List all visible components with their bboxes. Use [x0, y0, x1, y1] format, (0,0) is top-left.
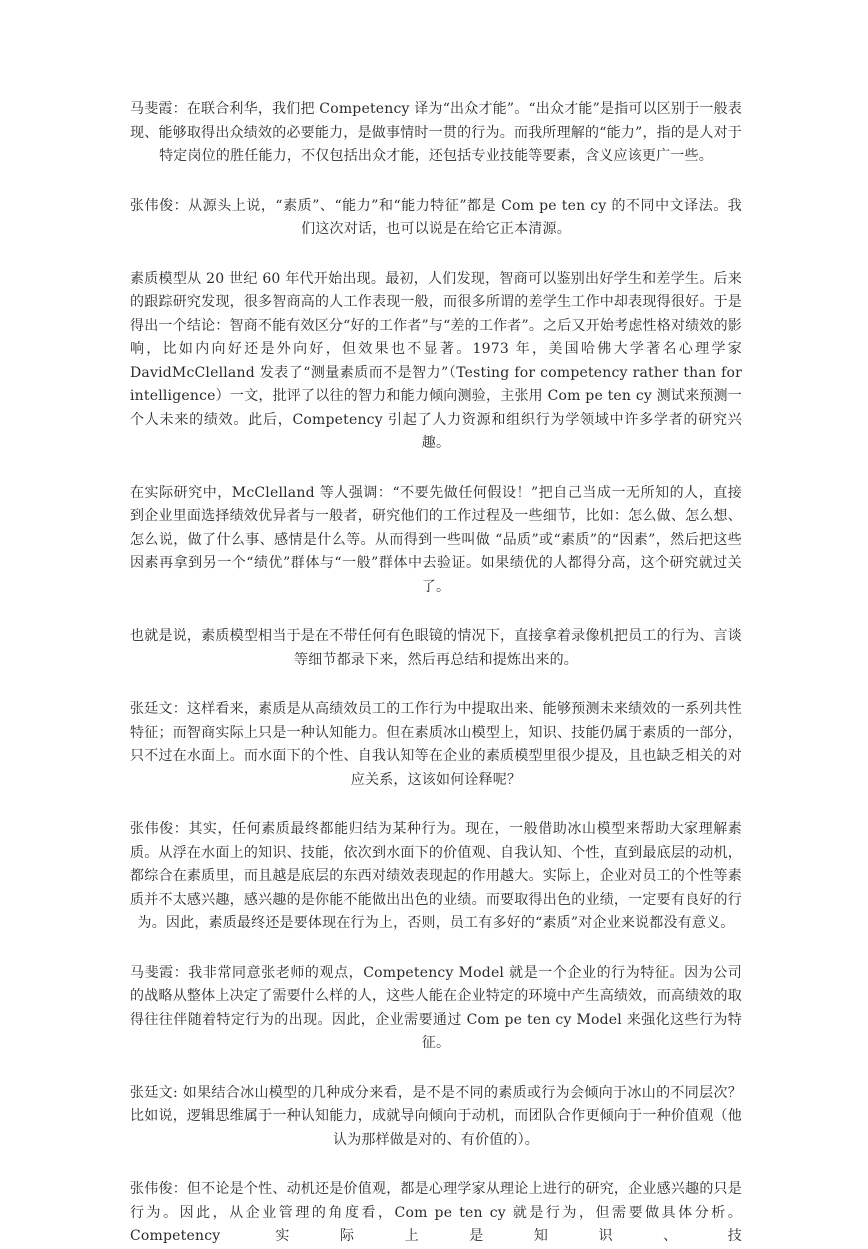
paragraph-3: 素质模型从 20 世纪 60 年代开始出现。最初，人们发现，智商可以鉴别出好学生和差学生。后来的跟踪研究发现，很多智商高的人工作表现一般，而很多所谓的差学生工作中却表现得很好。于是得出一个结论：智商不能有效区分“好的工作者”与“差的工作者”。之后又开始考虑性格对绩效的影响，比如内向好还是外向好，但效果也不显著。1973 年，美国哈佛大学著名心理学家 DavidMcClelland 发表了“测量素质而不是智力”（Testing for competency rather than for intelligence）一文，批评了以往的智力和能力倾向测验，主张用 Com pe ten cy 测试来预测一个人未来的绩效。此后，Competency 引起了人力资源和组织行为学领域中许多学者的研究兴趣。: [130, 270, 742, 451]
paragraph-4: 在实际研究中，McClelland 等人强调：“不要先做任何假设！”把自己当成一无所知的人，直接到企业里面选择绩效优异者与一般者，研究他们的工作过程及一些细节，比如：怎么做、怎么想、怎么说，做了什么事、感情是什么等。从而得到一些叫做 “品质”或“素质”的“因素”，然后把这些因素再拿到另一个“绩优”群体与“一般”群体中去验证。如果绩优的人都得分高，这个研究就过关了。: [130, 484, 742, 595]
paragraph-7: 张伟俊：其实，任何素质最终都能归结为某种行为。现在，一般借助冰山模型来帮助大家理解素质。从浮在水面上的知识、技能，依次到水面下的价值观、自我认知、个性，直到最底层的动机，都综合在素质里，而且越是底层的东西对绩效表现起的作用越大。实际上，企业对员工的个性等素质并不太感兴趣，感兴趣的是你能不能做出出色的业绩。而要取得出色的业绩，一定要有良好的行为。因此，素质最终还是要体现在行为上，否则，员工有多好的“素质”对企业来说都没有意义。: [130, 821, 742, 931]
paragraph-10: 张伟俊：但不论是个性、动机还是价值观，都是心理学家从理论上进行的研究，企业感兴趣的只是行为。因此，从企业管理的角度看，Com pe ten cy 就是行为，但需要做具体分析。Competency 实际上是知识、技: [130, 1181, 742, 1244]
paragraph-5: 也就是说，素质模型相当于是在不带任何有色眼镜的情况下，直接拿着录像机把员工的行为、言谈等细节都录下来，然后再总结和提炼出来的。: [130, 628, 742, 668]
paragraph-6: 张廷文：这样看来，素质是从高绩效员工的工作行为中提取出来、能够预测未来绩效的一系列共性特征；而智商实际上只是一种认知能力。但在素质冰山模型上，知识、技能仍属于素质的一部分，只不过在水面上。而水面下的个性、自我认知等在企业的素质模型里很少提及，且也缺乏相关的对应关系，这该如何诠释呢？: [130, 701, 742, 788]
article-body: [130, 98, 742, 1249]
paragraph-2: 张伟俊：从源头上说，“素质”、“能力”和“能力特征”都是 Com pe ten cy 的不同中文译法。我们这次对话，也可以说是在给它正本清源。: [130, 197, 742, 237]
paragraph-9: 张廷文: 如果结合冰山模型的几种成分来看，是不是不同的素质或行为会倾向于冰山的不同层次？比如说，逻辑思维属于一种认知能力，成就导向倾向于动机，而团队合作更倾向于一种价值观（他认为那样做是对的、有价值的）。: [130, 1084, 742, 1148]
paragraph-8: 马斐霞：我非常同意张老师的观点，Competency Model 就是一个企业的行为特征。因为公司的战略从整体上决定了需要什么样的人，这些人能在企业特定的环境中产生高绩效，而高绩效的取得往往伴随着特定行为的出现。因此，企业需要通过 Com pe ten cy Model 来强化这些行为特征。: [130, 964, 742, 1051]
paragraph-1: 马斐霞：在联合利华，我们把 Competency 译为“出众才能”。“出众才能”是指可以区别于一般表现、能够取得出众绩效的必要能力，是做事情时一贯的行为。而我所理解的“能力”，指的是人对于特定岗位的胜任能力，不仅包括出众才能，还包括专业技能等要素，含义应该更广一些。: [130, 101, 742, 164]
